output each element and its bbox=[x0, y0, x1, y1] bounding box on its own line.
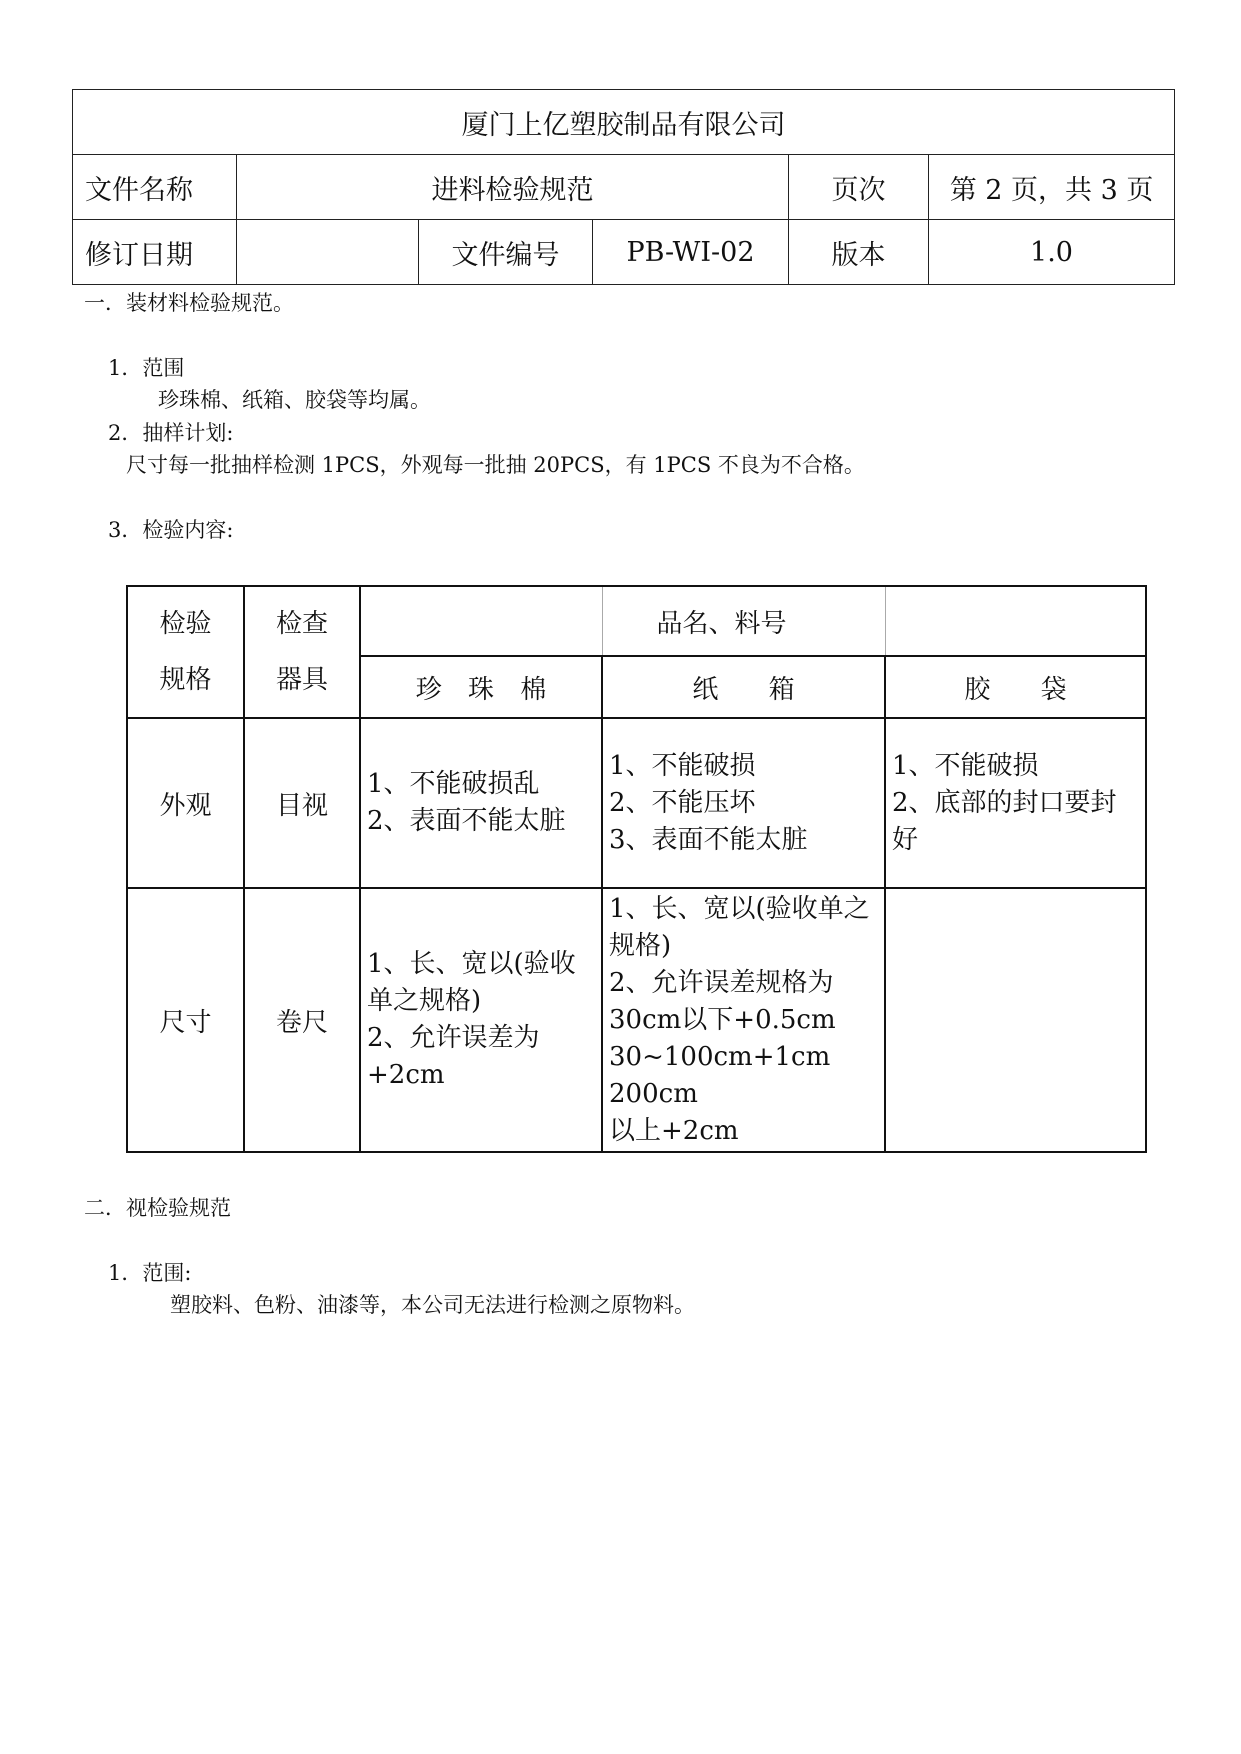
file-no-value: PB-WI-02 bbox=[593, 220, 789, 285]
section1-content-title: 3．检验内容: bbox=[108, 518, 234, 542]
appearance-carton-line-3: 3、表面不能太脏 bbox=[609, 824, 808, 855]
tool-tape-measure: 卷尺 bbox=[244, 888, 360, 1152]
tool-header-top: 检查 bbox=[275, 609, 328, 639]
tool-visual: 目视 bbox=[244, 718, 360, 888]
appearance-bag-line-2: 2、底部的封口要封 bbox=[892, 787, 1117, 818]
document-header-table bbox=[72, 89, 1175, 285]
file-no-label: 文件编号 bbox=[419, 220, 593, 285]
size-carton-line-5: 30~100cm+1cm 200cm bbox=[609, 1041, 831, 1109]
tool-header-bottom: 器具 bbox=[275, 665, 328, 695]
appearance-plastic-bag bbox=[885, 718, 1146, 888]
product-plastic-bag: 胶 袋 bbox=[885, 656, 1146, 718]
size-carton-line-2: 规格) bbox=[609, 930, 672, 961]
product-header-left-blank bbox=[360, 586, 602, 656]
company-name: 厦门上亿塑胶制品有限公司 bbox=[73, 90, 1175, 155]
size-pearl-line-2: 单之规格) bbox=[367, 986, 482, 1016]
size-pearl-line-4: +2cm bbox=[367, 1060, 445, 1090]
revision-date-value bbox=[237, 220, 419, 285]
section1-sampling-title: 2．抽样计划: bbox=[108, 421, 234, 445]
spec-size: 尺寸 bbox=[127, 888, 244, 1152]
file-name-label: 文件名称 bbox=[73, 155, 237, 220]
version-value: 1.0 bbox=[929, 220, 1175, 285]
section2-title: 二．视检验规范 bbox=[84, 1196, 231, 1220]
version-label: 版本 bbox=[789, 220, 929, 285]
appearance-carton-line-1: 1、不能破损 bbox=[609, 750, 756, 781]
page-label: 页次 bbox=[789, 155, 929, 220]
spec-header-top: 检验 bbox=[159, 609, 212, 639]
file-name-value: 进料检验规范 bbox=[237, 155, 789, 220]
size-pearl-line-3: 2、允许误差为 bbox=[367, 1023, 540, 1053]
product-carton: 纸 箱 bbox=[602, 656, 885, 718]
appearance-pearl-line-2: 2、表面不能太脏 bbox=[367, 806, 566, 836]
section1-scope-title: 1．范围 bbox=[108, 356, 185, 380]
size-carton bbox=[602, 888, 885, 1152]
size-carton-line-1: 1、长、宽以(验收单之 bbox=[609, 893, 870, 924]
inspection-table bbox=[126, 585, 1147, 1153]
section1-title: 一．装材料检验规范。 bbox=[84, 291, 294, 315]
size-carton-line-3: 2、允许误差规格为 bbox=[609, 967, 834, 998]
product-header-right-blank bbox=[885, 586, 1146, 656]
appearance-bag-line-3: 好 bbox=[892, 824, 919, 855]
tool-header bbox=[244, 586, 360, 718]
product-pearl-cotton: 珍 珠 棉 bbox=[360, 656, 602, 718]
spec-header bbox=[127, 586, 244, 718]
section2-scope-title: 1．范围: bbox=[108, 1261, 192, 1285]
revision-date-label: 修订日期 bbox=[73, 220, 237, 285]
section1-scope-text: 珍珠棉、纸箱、胶袋等均属。 bbox=[158, 388, 431, 412]
appearance-pearl-cotton bbox=[360, 718, 602, 888]
size-carton-line-4: 30cm以下+0.5cm bbox=[609, 1004, 836, 1035]
size-pearl-line-1: 1、长、宽以(验收 bbox=[367, 949, 576, 979]
size-carton-line-6: 以上+2cm bbox=[609, 1115, 739, 1146]
section2-scope-text: 塑胶料、色粉、油漆等，本公司无法进行检测之原物料。 bbox=[170, 1293, 695, 1317]
section1-sampling-text: 尺寸每一批抽样检测 1PCS，外观每一批抽 20PCS，有 1PCS 不良为不合格。 bbox=[126, 453, 865, 477]
product-header-cell bbox=[602, 586, 885, 656]
size-plastic-bag bbox=[885, 888, 1146, 1152]
appearance-carton bbox=[602, 718, 885, 888]
spec-appearance: 外观 bbox=[127, 718, 244, 888]
appearance-pearl-line-1: 1、不能破损乱 bbox=[367, 769, 540, 799]
size-pearl-cotton bbox=[360, 888, 602, 1152]
product-header: 品名、料号 bbox=[656, 608, 787, 639]
appearance-bag-line-1: 1、不能破损 bbox=[892, 750, 1039, 781]
spec-header-bottom: 规格 bbox=[159, 665, 212, 695]
appearance-carton-line-2: 2、不能压坏 bbox=[609, 787, 756, 818]
page-value: 第 2 页，共 3 页 bbox=[929, 155, 1175, 220]
